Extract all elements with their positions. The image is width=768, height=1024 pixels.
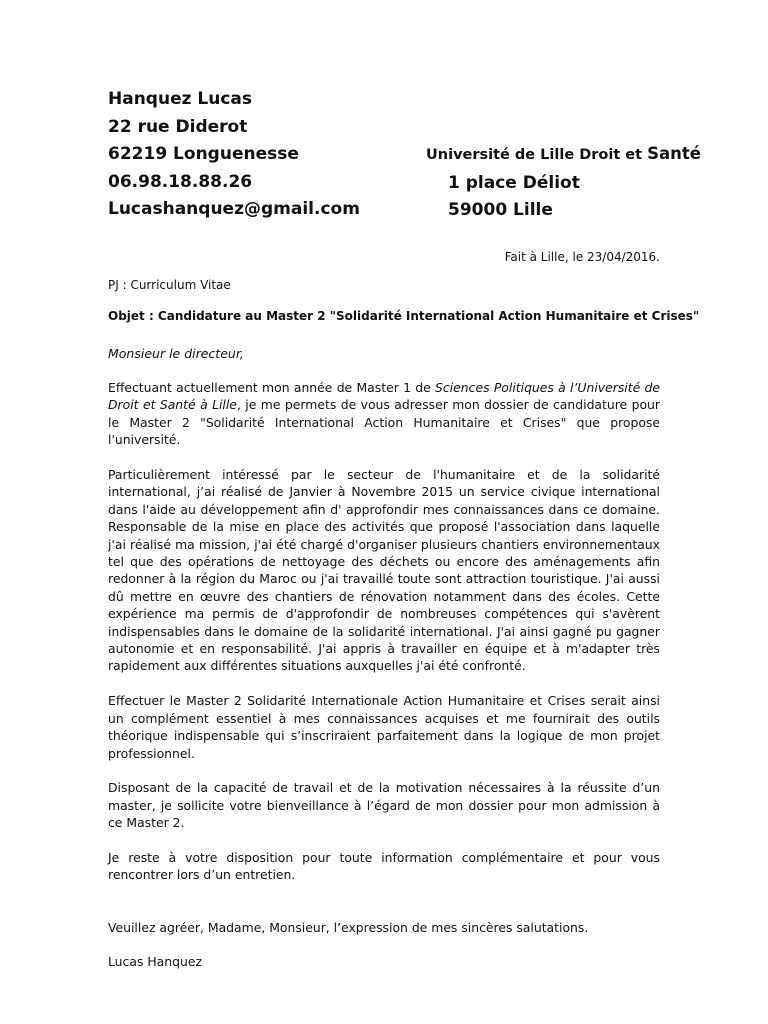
recipient-street: 1 place Déliot xyxy=(448,172,580,193)
sender-street: 22 rue Diderot xyxy=(108,116,248,137)
paragraph-3: Effectuer le Master 2 Solidarité Internationale Action Humanitaire et Crises serait ainsi un complément essentiel à mes connaissances acquises et me fournirait des outils théorique indispensable qui s’inscriraient parfaitement dans la logique de mon projet professionnel. xyxy=(108,693,660,761)
paragraph-1-b: , je me permets de vous adresser mon dossier de candidature pour le Master 2 "Solidarité International Action Humanitaire et Crises" que propose l'université. xyxy=(108,397,660,448)
paragraph-1-a: Effectuant actuellement mon année de Master 1 de xyxy=(108,380,436,395)
letter-object: Objet : Candidature au Master 2 "Solidarité International Action Humanitaire et Crises" xyxy=(108,309,700,323)
sender-email: Lucashanquez@gmail.com xyxy=(108,199,360,219)
signature: Lucas Hanquez xyxy=(108,954,202,970)
paragraph-2: Particulièrement intéressé par le secteur de l'humanitaire et de la solidarité international, j’ai réalisé de Janvier à Novembre 2015 un service civique international dans l'aide au développement afin d' approfondir mes connaissances dans ce domaine. Responsable de la mise en place des activités que proposé l'association dans laquelle j'ai réalisé ma mission, j'ai été chargé d'organiser plusieurs chantiers environnementaux tel que des opérations de nettoyage des déchets ou encore des aménagements afin redonner à la région du Maroc ou j'ai travaillé toute sont attraction touristique. J'ai aussi dû mettre en œuvre des chantiers de rénovation notamment dans des écoles. Cette expérience ma permis de d'approfondir de nombreuses compétences qui s'avèrent indispensables dans le domaine de la solidarité international. J'ai ainsi gagné pu gagner autonomie et en responsabilité. J'ai appris à travailler en équipe et à m'adapter très rapidement aux différentes situations auxquelles j'ai été confronté. xyxy=(108,467,660,674)
attachment-note: PJ : Curriculum Vitae xyxy=(108,278,231,292)
paragraph-1 xyxy=(108,379,660,449)
recipient-city: 59000 Lille xyxy=(448,200,553,220)
sender-city: 62219 Longuenesse xyxy=(108,144,299,164)
closing-formula: Veuillez agréer, Madame, Monsieur, l’expression de mes sincères salutations. xyxy=(108,919,589,935)
spacer xyxy=(108,901,660,918)
letter-date: Fait à Lille, le 23/04/2016. xyxy=(504,250,660,264)
letter-body xyxy=(108,379,660,988)
paragraph-4: Disposant de la capacité de travail et de la motivation nécessaires à la réussite d’un master, je sollicite votre bienveillance à l’égard de mon dossier pour mon admission à ce Master 2. xyxy=(108,780,660,831)
recipient-institution xyxy=(426,140,701,170)
recipient-institution-a: Université de Lille Droit et xyxy=(426,147,648,163)
salutation: Monsieur le directeur, xyxy=(108,346,244,361)
sender-name: Hanquez Lucas xyxy=(108,89,253,109)
recipient-institution-b: Santé xyxy=(647,144,701,163)
paragraph-5: Je reste à votre disposition pour toute information complémentaire et pour vous rencontrer lors d’un entretien. xyxy=(108,849,660,883)
sender-block xyxy=(108,86,360,224)
paragraph-1-italic: Sciences Politiques à l’Université de Droit et Santé à Lille xyxy=(108,380,660,413)
recipient-block xyxy=(426,140,701,225)
sender-phone: 06.98.18.88.26 xyxy=(108,171,253,192)
